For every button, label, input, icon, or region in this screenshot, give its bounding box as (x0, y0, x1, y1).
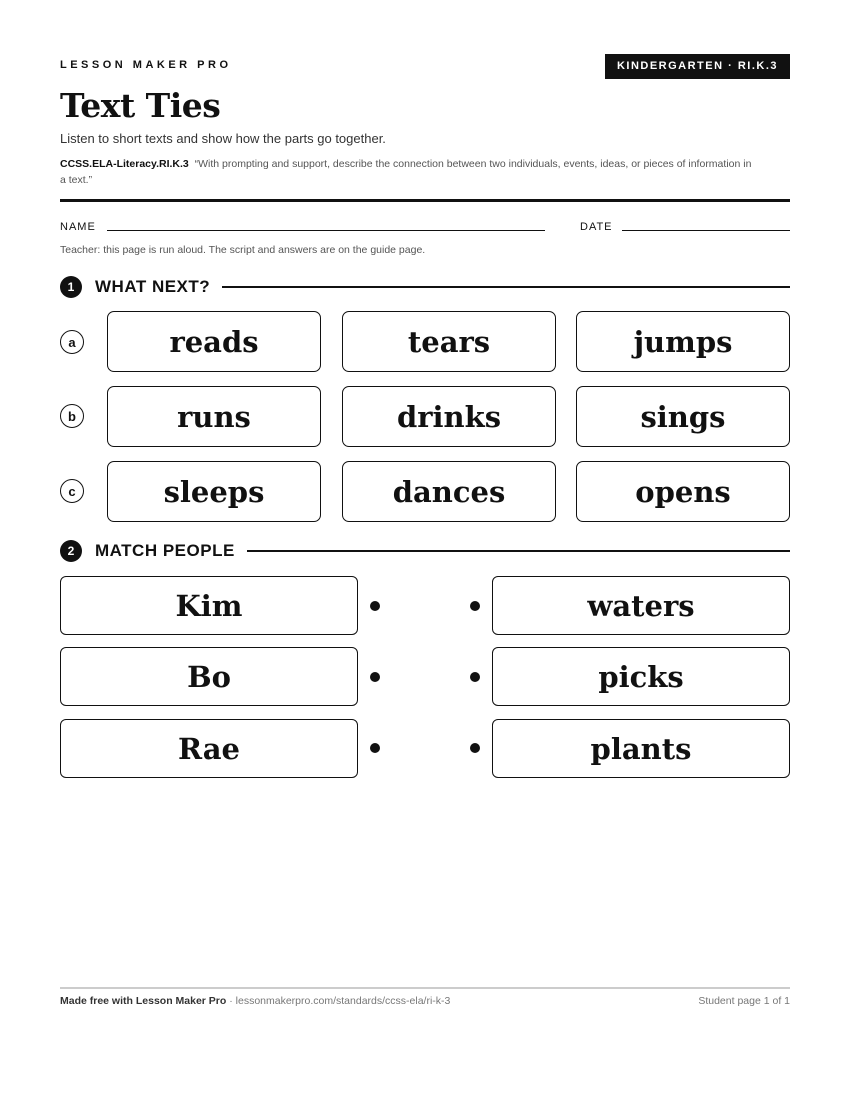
match-dot-right[interactable] (470, 743, 480, 753)
word-card[interactable]: drinks (342, 386, 556, 447)
row-label-a: a (60, 330, 84, 354)
word-card[interactable]: sleeps (107, 461, 321, 522)
footer-made-with: Made free with Lesson Maker Pro (60, 995, 227, 1007)
section-number-badge: 1 (60, 276, 82, 298)
action-card[interactable]: picks (492, 647, 790, 706)
word-card[interactable]: dances (342, 461, 556, 522)
page-title: Text Ties (60, 86, 221, 125)
section-title: MATCH PEOPLE (95, 541, 235, 560)
match-dot-left[interactable] (370, 743, 380, 753)
section-match-people-header (60, 539, 790, 563)
match-dot-right[interactable] (470, 672, 480, 682)
footer-credit (60, 995, 450, 1007)
match-dot-right[interactable] (470, 601, 480, 611)
section-what-next-header (60, 275, 790, 299)
match-dot-left[interactable] (370, 601, 380, 611)
brand-name: LESSON MAKER PRO (60, 59, 232, 71)
section-number-badge: 2 (60, 540, 82, 562)
word-card[interactable]: tears (342, 311, 556, 372)
section-divider (222, 286, 790, 288)
standard-quote: “With prompting and support, describe the connection between two individuals, events, ideas, or pieces of information in a text.” (60, 158, 752, 186)
word-card[interactable]: opens (576, 461, 790, 522)
name-field[interactable] (107, 230, 545, 231)
footer-url[interactable]: · lessonmakerpro.com/standards/ccss-ela/ri-k-3 (226, 995, 451, 1007)
name-label: NAME (60, 221, 96, 233)
header-divider (60, 199, 790, 202)
action-card[interactable]: plants (492, 719, 790, 778)
page-subtitle: Listen to short texts and show how the parts go together. (60, 131, 386, 146)
footer-divider (60, 987, 790, 989)
date-field[interactable] (622, 230, 790, 231)
grade-badge: KINDERGARTEN · RI.K.3 (605, 54, 790, 79)
section-divider (247, 550, 790, 552)
section-title: WHAT NEXT? (95, 277, 211, 296)
action-card[interactable]: waters (492, 576, 790, 635)
row-label-c: c (60, 479, 84, 503)
standard-description (60, 156, 760, 188)
word-card[interactable]: jumps (576, 311, 790, 372)
person-card[interactable]: Bo (60, 647, 358, 706)
person-card[interactable]: Rae (60, 719, 358, 778)
teacher-note: Teacher: this page is run aloud. The script and answers are on the guide page. (60, 244, 426, 256)
word-card[interactable]: runs (107, 386, 321, 447)
row-label-b: b (60, 404, 84, 428)
match-dot-left[interactable] (370, 672, 380, 682)
date-label: DATE (580, 221, 613, 233)
word-card[interactable]: sings (576, 386, 790, 447)
footer-page-number: Student page 1 of 1 (698, 995, 790, 1007)
worksheet-page (60, 0, 790, 1100)
word-card[interactable]: reads (107, 311, 321, 372)
person-card[interactable]: Kim (60, 576, 358, 635)
standard-code: CCSS.ELA-Literacy.RI.K.3 (60, 158, 189, 170)
